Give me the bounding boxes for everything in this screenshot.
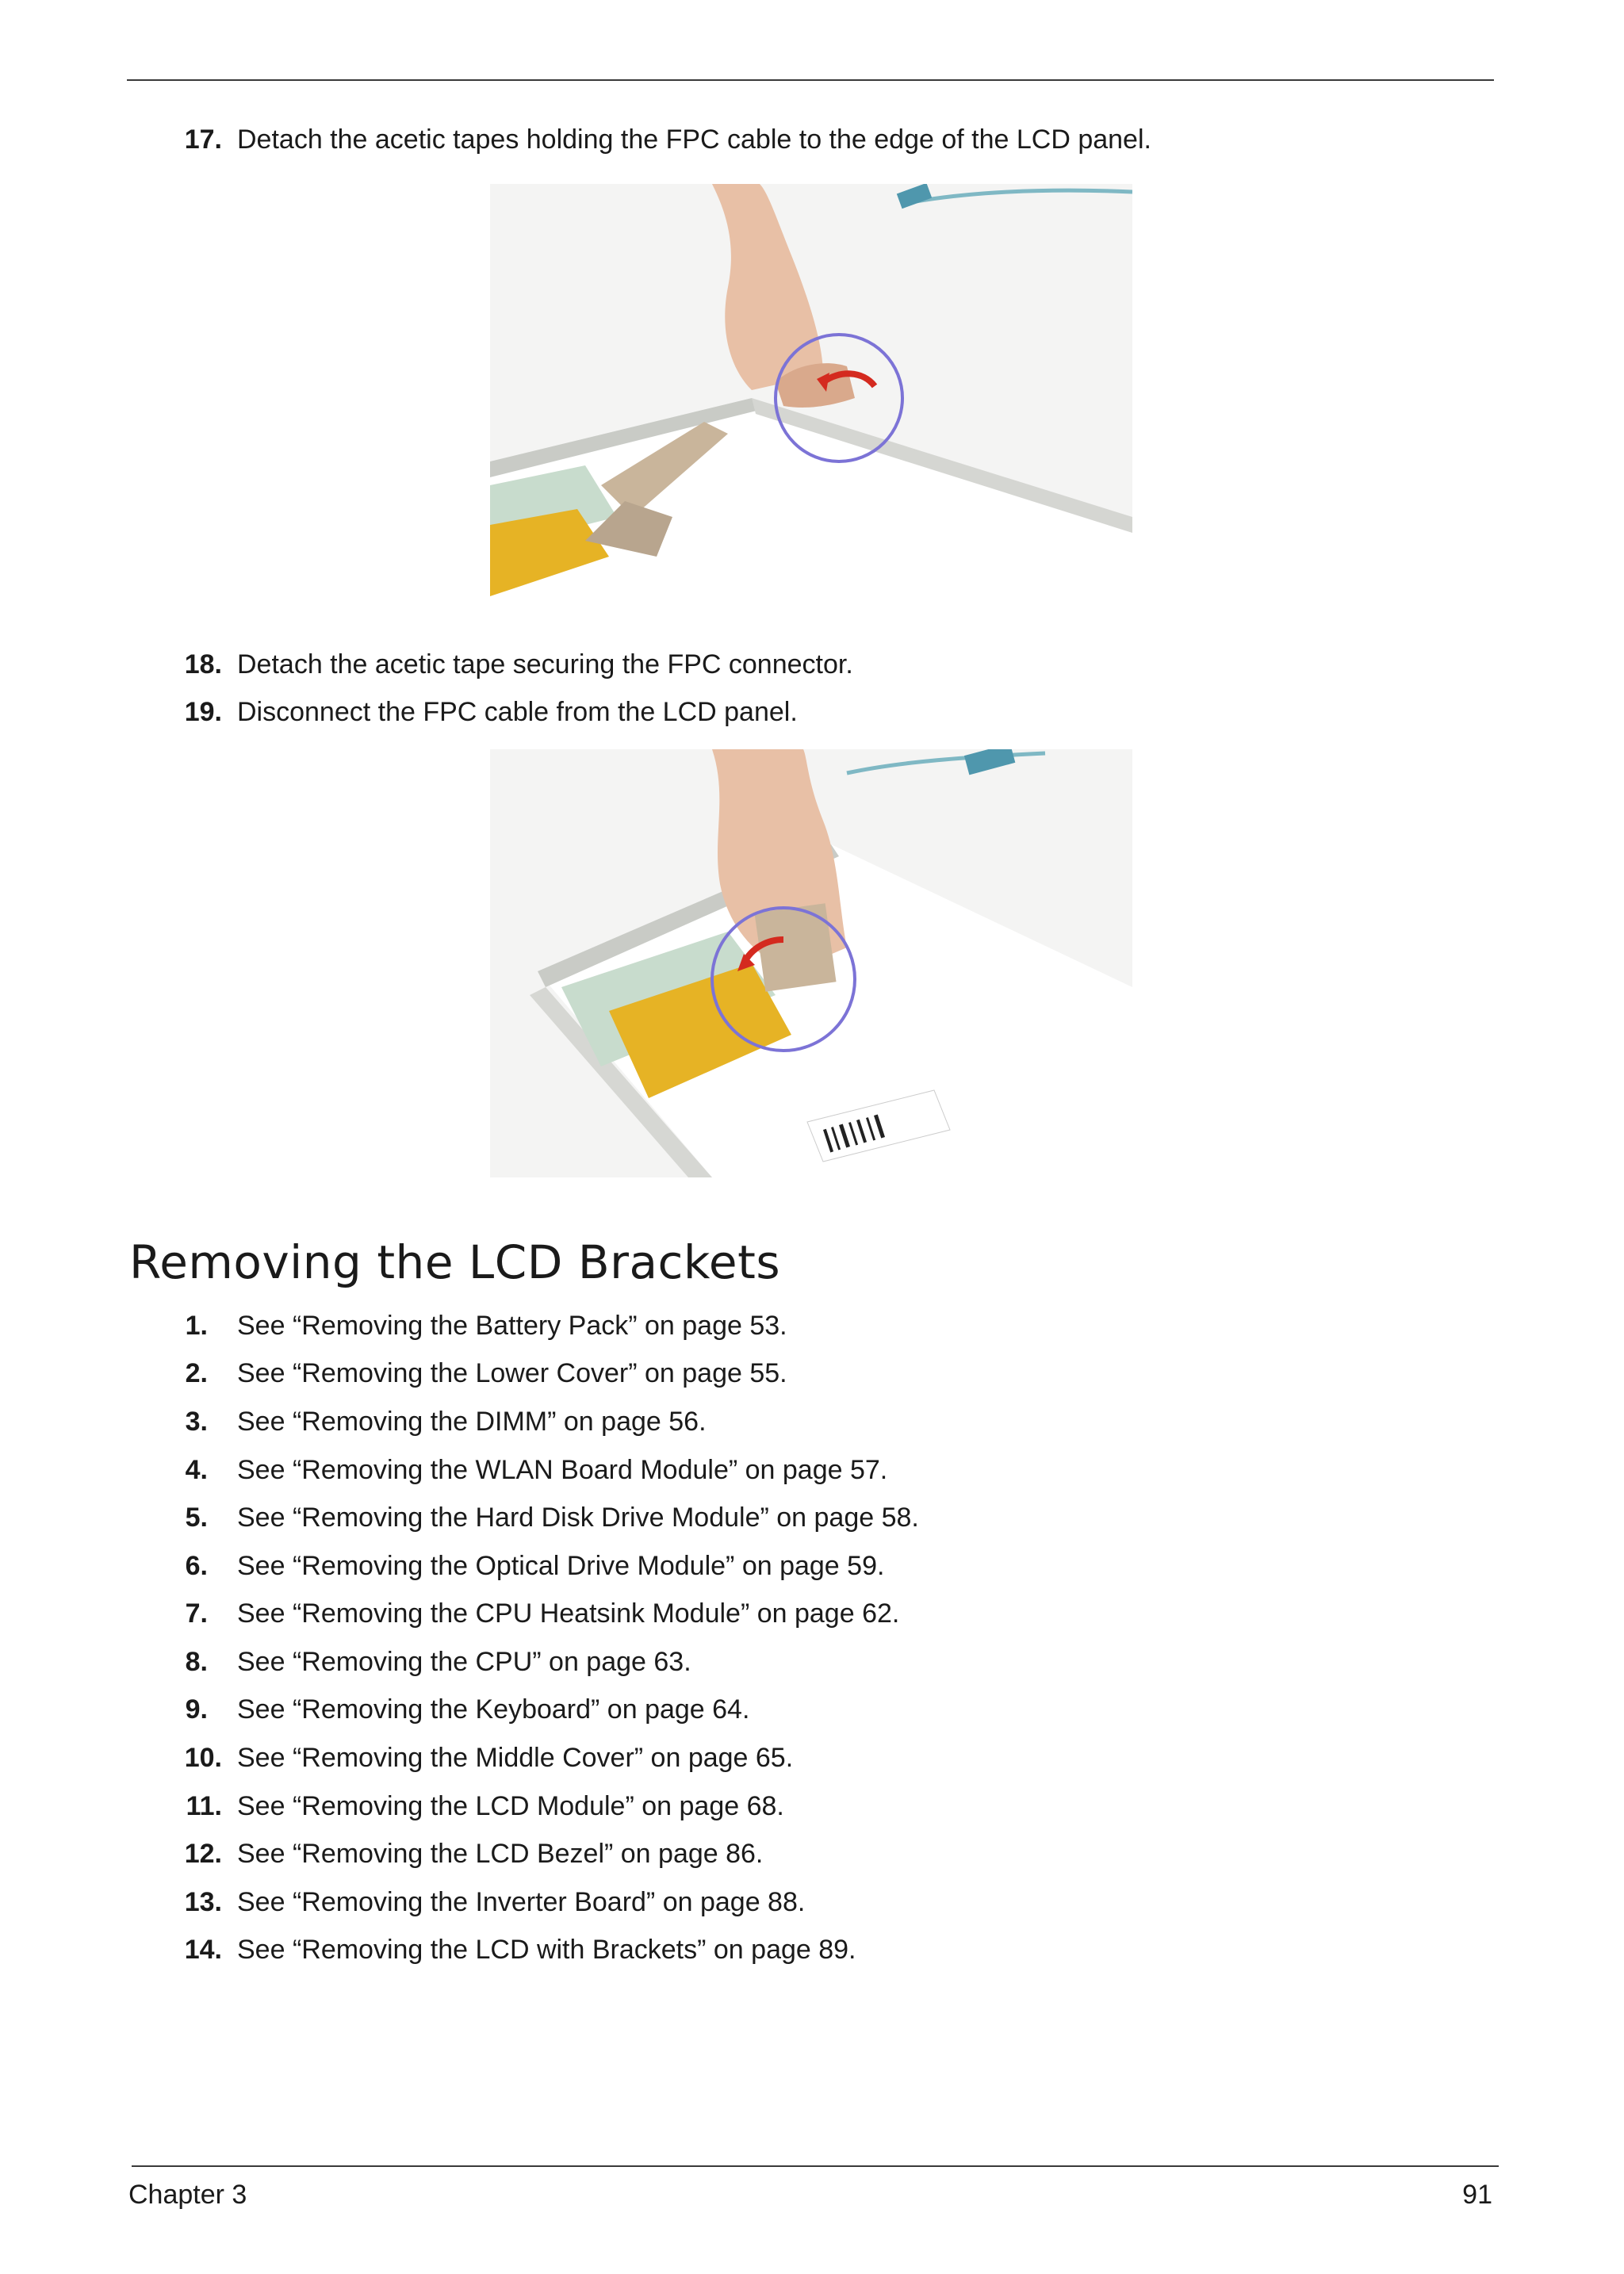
list-item (0, 1885, 1624, 1920)
step-text: See “Removing the Inverter Board” on page 88. (237, 1887, 806, 1917)
step-text: Disconnect the FPC cable from the LCD panel. (237, 697, 798, 727)
step-text: See “Removing the Middle Cover” on page 65. (237, 1743, 794, 1773)
step-text: See “Removing the Lower Cover” on page 55. (237, 1358, 787, 1388)
list-item (0, 1356, 1624, 1391)
list-item (0, 1308, 1624, 1343)
header-rule (127, 79, 1494, 81)
step-text: See “Removing the LCD with Brackets” on page 89. (237, 1935, 856, 1965)
step-text: See “Removing the Optical Drive Module” on page 59. (237, 1551, 885, 1581)
step-text: See “Removing the CPU” on page 63. (237, 1647, 691, 1677)
step-number: 3. (185, 1407, 208, 1437)
photo-disconnect-fpc-cable (490, 749, 1132, 1177)
step-number: 2. (185, 1358, 208, 1388)
step-number: 5. (185, 1503, 208, 1533)
photo-detach-fpc-tapes (490, 184, 1132, 612)
step-number: 17. (184, 124, 222, 155)
step-number: 14. (184, 1935, 222, 1965)
footer-chapter: Chapter 3 (128, 2180, 247, 2210)
list-item (0, 1644, 1624, 1679)
step-text: See “Removing the Battery Pack” on page 53. (237, 1311, 787, 1341)
step-number: 19. (184, 697, 222, 727)
list-item (0, 1740, 1624, 1775)
step-text: See “Removing the Keyboard” on page 64. (237, 1694, 750, 1725)
step-number: 18. (184, 649, 222, 680)
step-number: 1. (185, 1311, 208, 1341)
footer-page-number: 91 (1462, 2180, 1492, 2210)
step-number: 11. (186, 1791, 222, 1821)
list-item (0, 1453, 1624, 1487)
list-item (0, 1789, 1624, 1824)
step-text: Detach the acetic tape securing the FPC connector. (237, 649, 853, 680)
step-text: See “Removing the LCD Module” on page 68. (237, 1791, 784, 1821)
list-item (0, 1404, 1624, 1439)
section-title: Removing the LCD Brackets (129, 1235, 781, 1289)
step-number: 8. (185, 1647, 208, 1677)
footer-rule (132, 2165, 1499, 2167)
list-item (0, 1932, 1624, 1967)
step-text: See “Removing the CPU Heatsink Module” on page 62. (237, 1598, 900, 1629)
list-item (0, 1692, 1624, 1727)
step-19 (0, 695, 1624, 729)
step-text: See “Removing the LCD Bezel” on page 86. (237, 1839, 764, 1869)
step-text: See “Removing the Hard Disk Drive Module” on page 58. (237, 1503, 919, 1533)
step-text: See “Removing the WLAN Board Module” on page 57. (237, 1455, 888, 1485)
step-number: 6. (185, 1551, 208, 1581)
list-item (0, 1596, 1624, 1631)
step-text: Detach the acetic tapes holding the FPC cable to the edge of the LCD panel. (237, 124, 1151, 155)
step-number: 4. (185, 1455, 208, 1485)
list-item (0, 1836, 1624, 1871)
list-item (0, 1549, 1624, 1583)
step-number: 9. (185, 1694, 208, 1725)
step-number: 10. (184, 1743, 222, 1773)
step-number: 13. (184, 1887, 222, 1917)
list-item (0, 1500, 1624, 1535)
step-18 (0, 647, 1624, 682)
step-number: 7. (185, 1598, 208, 1629)
step-number: 12. (184, 1839, 222, 1869)
step-text: See “Removing the DIMM” on page 56. (237, 1407, 707, 1437)
step-17 (0, 122, 1624, 157)
